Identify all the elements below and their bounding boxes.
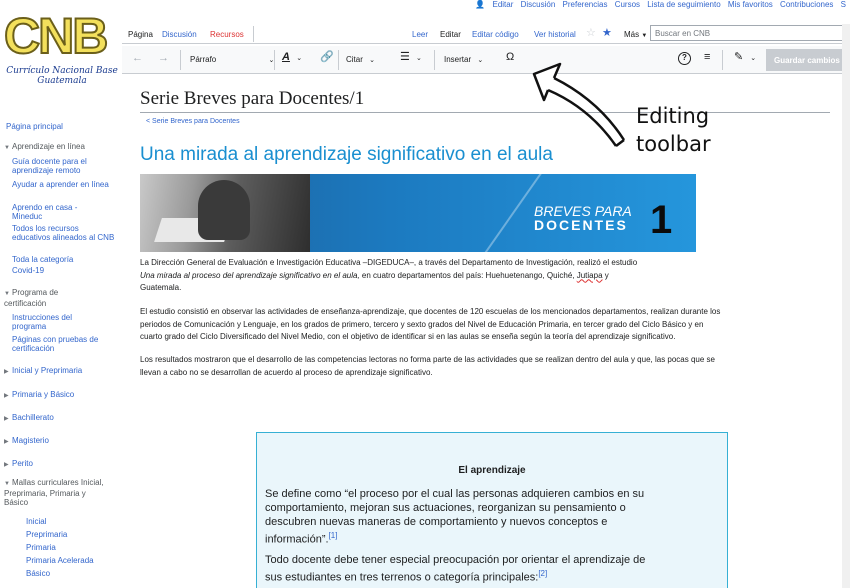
sidebar-item-label: Magisterio	[12, 436, 49, 445]
sidebar-section-mallas[interactable]	[4, 478, 110, 507]
personal-link-contribuciones[interactable]: Contribuciones	[780, 0, 834, 9]
article-heading: Una mirada al aprendizaje significativo en el aula	[140, 144, 553, 165]
reference-link[interactable]: [2]	[538, 569, 548, 578]
personal-link-editar[interactable]: Editar	[492, 0, 514, 9]
logo-subtitle-line1: Currículo Nacional Base	[6, 66, 118, 76]
sidebar-item-label: Primaria y Básico	[12, 390, 75, 399]
student-writing-photo	[140, 174, 310, 252]
breadcrumb[interactable]: < Serie Breves para Docentes	[146, 118, 240, 125]
save-changes-button[interactable]: Guardar cambios	[766, 49, 850, 71]
text-style-dropdown[interactable]	[282, 52, 302, 64]
paragraph-format-dropdown[interactable]	[190, 55, 274, 66]
insert-dropdown[interactable]	[444, 55, 483, 66]
text-style-icon: A	[282, 51, 290, 63]
banner-line2: DOCENTES	[534, 217, 628, 233]
tab-mas[interactable]	[624, 30, 647, 39]
title-divider	[140, 112, 830, 113]
personal-bar	[470, 0, 846, 10]
sidebar-section-title: Mallas curriculares Inicial, Preprimaria, Primaria y Básico	[4, 478, 104, 507]
study-paragraph: El estudio consistió en observar las actividades de enseñanza-aprendizaje, que docentes de 120 escuelas de los mencionados departamentos, realizan durante los periodos de Comunicación y Lenguaje, en los grados de primero, tercero y sexto grados del Nivel de Educación Primaria, en tercer grado del Ciclo Básico y en cuarto grado del Ciclo Diversificado del Nivel Medio, con el objetivo de identificar si en las aulas se enseña según la teoría del aprendizaje significativo.	[140, 307, 721, 341]
personal-link-watchlist[interactable]: Lista de seguimiento	[647, 0, 721, 9]
chevron-right-icon: ▶	[4, 393, 9, 399]
banner-line1: BREVES PARA	[534, 203, 632, 219]
logo-subtitle-line2: Guatemala	[37, 76, 87, 86]
editing-toolbar-annotation	[636, 102, 711, 158]
sidebar-item-ayudar[interactable]: Ayudar a aprender en línea	[12, 180, 109, 189]
favorite-star-icon[interactable]: ★	[602, 27, 612, 39]
sidebar-item-main-page[interactable]: Página principal	[6, 122, 63, 131]
page-tabs	[122, 24, 850, 44]
study-title: Una mirada al proceso del aprendizaje significativo en el aula,	[140, 270, 360, 280]
sidebar-section-title: Programa de certificación	[4, 288, 59, 308]
tab-ver-historial[interactable]: Ver historial	[534, 30, 576, 39]
sidebar-item-preprimaria[interactable]: Preprimaria	[26, 530, 68, 539]
sidebar-item-pruebas[interactable]: Páginas con pruebas de certificación	[12, 335, 99, 353]
editing-toolbar	[122, 46, 850, 74]
help-icon[interactable]: ?	[678, 52, 691, 65]
sidebar-item-covid[interactable]: Covid-19	[12, 266, 45, 275]
sidebar-section-online-learning[interactable]	[4, 142, 85, 153]
sidebar-item-aprendo-en-casa[interactable]: Aprendo en casa - Mineduc	[12, 203, 78, 221]
infobox-categories: Todo docente debe tener especial preocupación por orientar el aprendizaje de sus estudiantes en tres terrenos o categoría principales:[2]	[265, 554, 646, 584]
chevron-down-icon: ▼	[641, 33, 648, 39]
tab-recursos[interactable]: Recursos	[210, 30, 244, 39]
sidebar-item-magisterio[interactable]	[4, 436, 49, 447]
sidebar-item-inicial-preprimaria[interactable]	[4, 366, 82, 377]
chevron-down-icon: ⌄	[369, 57, 375, 64]
intro-line1: La Dirección General de Evaluación e Investigación Educativa –DIGEDUCA–, a través del Departamento de Investigación, realizó el estudio	[140, 258, 638, 267]
special-characters-button[interactable]: Ω	[506, 51, 515, 63]
chevron-down-icon: ▼	[4, 481, 10, 487]
intro-paragraph	[140, 257, 637, 295]
sidebar-item-primaria[interactable]: Primaria	[26, 543, 56, 552]
aprendizaje-infobox	[256, 432, 728, 588]
logo-subtitle	[6, 66, 118, 86]
infobox-definition: Se define como “el proceso por el cual las personas adquieren cambios en su comportamiento, mejoran sus actuaciones, reorganizan su pensamiento o descubren nuevas maneras de comportamiento y nuevos conceptos e información”.[1]	[265, 488, 645, 546]
sidebar-item-todos-recursos[interactable]: Todos los recursos educativos alineados al CNB	[12, 224, 115, 242]
toolbar-divider	[434, 50, 435, 70]
cite-dropdown[interactable]	[346, 55, 375, 66]
scrollbar[interactable]	[842, 24, 850, 588]
page-title: Serie Breves para Docentes/1	[140, 88, 365, 109]
chevron-right-icon: ▶	[4, 439, 9, 445]
sidebar-section-title: Aprendizaje en línea	[12, 142, 85, 151]
watch-star-icon[interactable]: ☆	[586, 27, 596, 39]
chevron-down-icon: ⌄	[415, 55, 422, 62]
reference-link[interactable]: [1]	[328, 531, 338, 540]
chevron-down-icon: ⌄	[296, 55, 303, 62]
chevron-down-icon: ▼	[4, 291, 10, 297]
logo-letters: CNB	[4, 8, 107, 64]
toolbar-divider	[722, 50, 723, 70]
chevron-down-icon: ▼	[4, 145, 10, 151]
sidebar-section-certification[interactable]	[4, 288, 94, 308]
sidebar-item-toda-categoria[interactable]: Toda la categoría	[12, 255, 74, 264]
redo-icon[interactable]: →	[158, 52, 169, 64]
tab-divider	[253, 26, 254, 42]
undo-icon[interactable]: ←	[132, 52, 143, 64]
edit-mode-switch[interactable]	[734, 52, 756, 64]
sidebar-item-inicial[interactable]: Inicial	[26, 517, 47, 526]
chevron-right-icon: ▶	[4, 462, 9, 468]
personal-link-favoritos[interactable]: Mis favoritos	[727, 0, 773, 9]
personal-link-cursos[interactable]: Cursos	[614, 0, 641, 9]
personal-link-salir[interactable]: S	[840, 0, 846, 9]
toolbar-divider	[338, 50, 339, 70]
intro-line3: Guatemala.	[140, 283, 182, 292]
infobox-title: El aprendizaje	[458, 465, 526, 476]
sidebar-item-instrucciones[interactable]: Instrucciones del programa	[12, 313, 73, 331]
sidebar-item-basico[interactable]: Básico	[26, 569, 51, 578]
insert-label: Insertar	[444, 55, 472, 64]
pencil-icon: ✎	[734, 51, 744, 63]
banner-number: 1	[650, 198, 673, 242]
intro-line2: Una mirada al proceso del aprendizaje significativo en el aula, en cuatro departamentos del país: Huehuetenango, Quiché, Jutiapa y	[140, 270, 609, 280]
tab-editar[interactable]: Editar	[440, 30, 461, 39]
sidebar-item-primaria-acelerada[interactable]: Primaria Acelerada	[26, 556, 94, 565]
tab-editar-codigo[interactable]: Editar código	[472, 30, 519, 39]
sidebar-item-label: Perito	[12, 459, 33, 468]
results-paragraph: Los resultados mostraron que el desarrollo de las competencias lectoras no forma parte de las actividades que se realizan dentro del aula y que, las pocas que se llevan a cabo no se desarrollan de acuerdo al proceso de aprendizaje significativo.	[140, 355, 715, 377]
toolbar-divider	[180, 50, 181, 70]
list-dropdown[interactable]	[400, 52, 422, 64]
tab-discusion[interactable]: Discusión	[162, 30, 197, 39]
spellcheck-word: Jutiapa	[576, 270, 603, 280]
annotation-line2: toolbar	[636, 132, 711, 156]
chevron-right-icon: ▶	[4, 416, 9, 422]
annotation-arrow	[520, 52, 630, 152]
tab-leer[interactable]: Leer	[412, 30, 429, 39]
sidebar-item-guia-docente[interactable]: Guía docente para el aprendizaje remoto	[12, 157, 87, 175]
sidebar-item-label: Bachillerato	[12, 413, 54, 422]
chevron-down-icon: ⌄	[750, 55, 757, 62]
search-input[interactable]: Buscar en CNB	[650, 25, 850, 41]
personal-link-preferencias[interactable]: Preferencias	[562, 0, 608, 9]
paragraph-label: Párrafo	[190, 55, 217, 64]
chevron-down-icon: ⌄	[477, 57, 484, 64]
sidebar-item-label: Inicial y Preprimaria	[12, 366, 83, 375]
annotation-line1: Editing	[636, 104, 710, 128]
page-options-menu-icon[interactable]: ≡	[704, 51, 711, 63]
chevron-down-icon: ⌄	[268, 57, 275, 64]
toolbar-divider	[274, 50, 275, 70]
user-icon: 👤	[475, 0, 486, 9]
banner-title	[534, 204, 632, 232]
sidebar-item-primaria-basico[interactable]	[4, 390, 74, 401]
sidebar-item-bachillerato[interactable]	[4, 413, 54, 424]
personal-link-discusion[interactable]: Discusión	[520, 0, 556, 9]
breves-banner-image	[140, 174, 696, 252]
tab-mas-label: Más	[624, 30, 640, 39]
link-icon[interactable]: 🔗	[320, 51, 334, 63]
bullet-list-icon: ☰	[400, 51, 410, 63]
cite-label: Citar	[346, 55, 363, 64]
chevron-right-icon: ▶	[4, 369, 9, 375]
sidebar-item-perito[interactable]	[4, 459, 33, 470]
tab-pagina[interactable]: Página	[128, 30, 153, 39]
site-logo[interactable]	[0, 4, 118, 104]
